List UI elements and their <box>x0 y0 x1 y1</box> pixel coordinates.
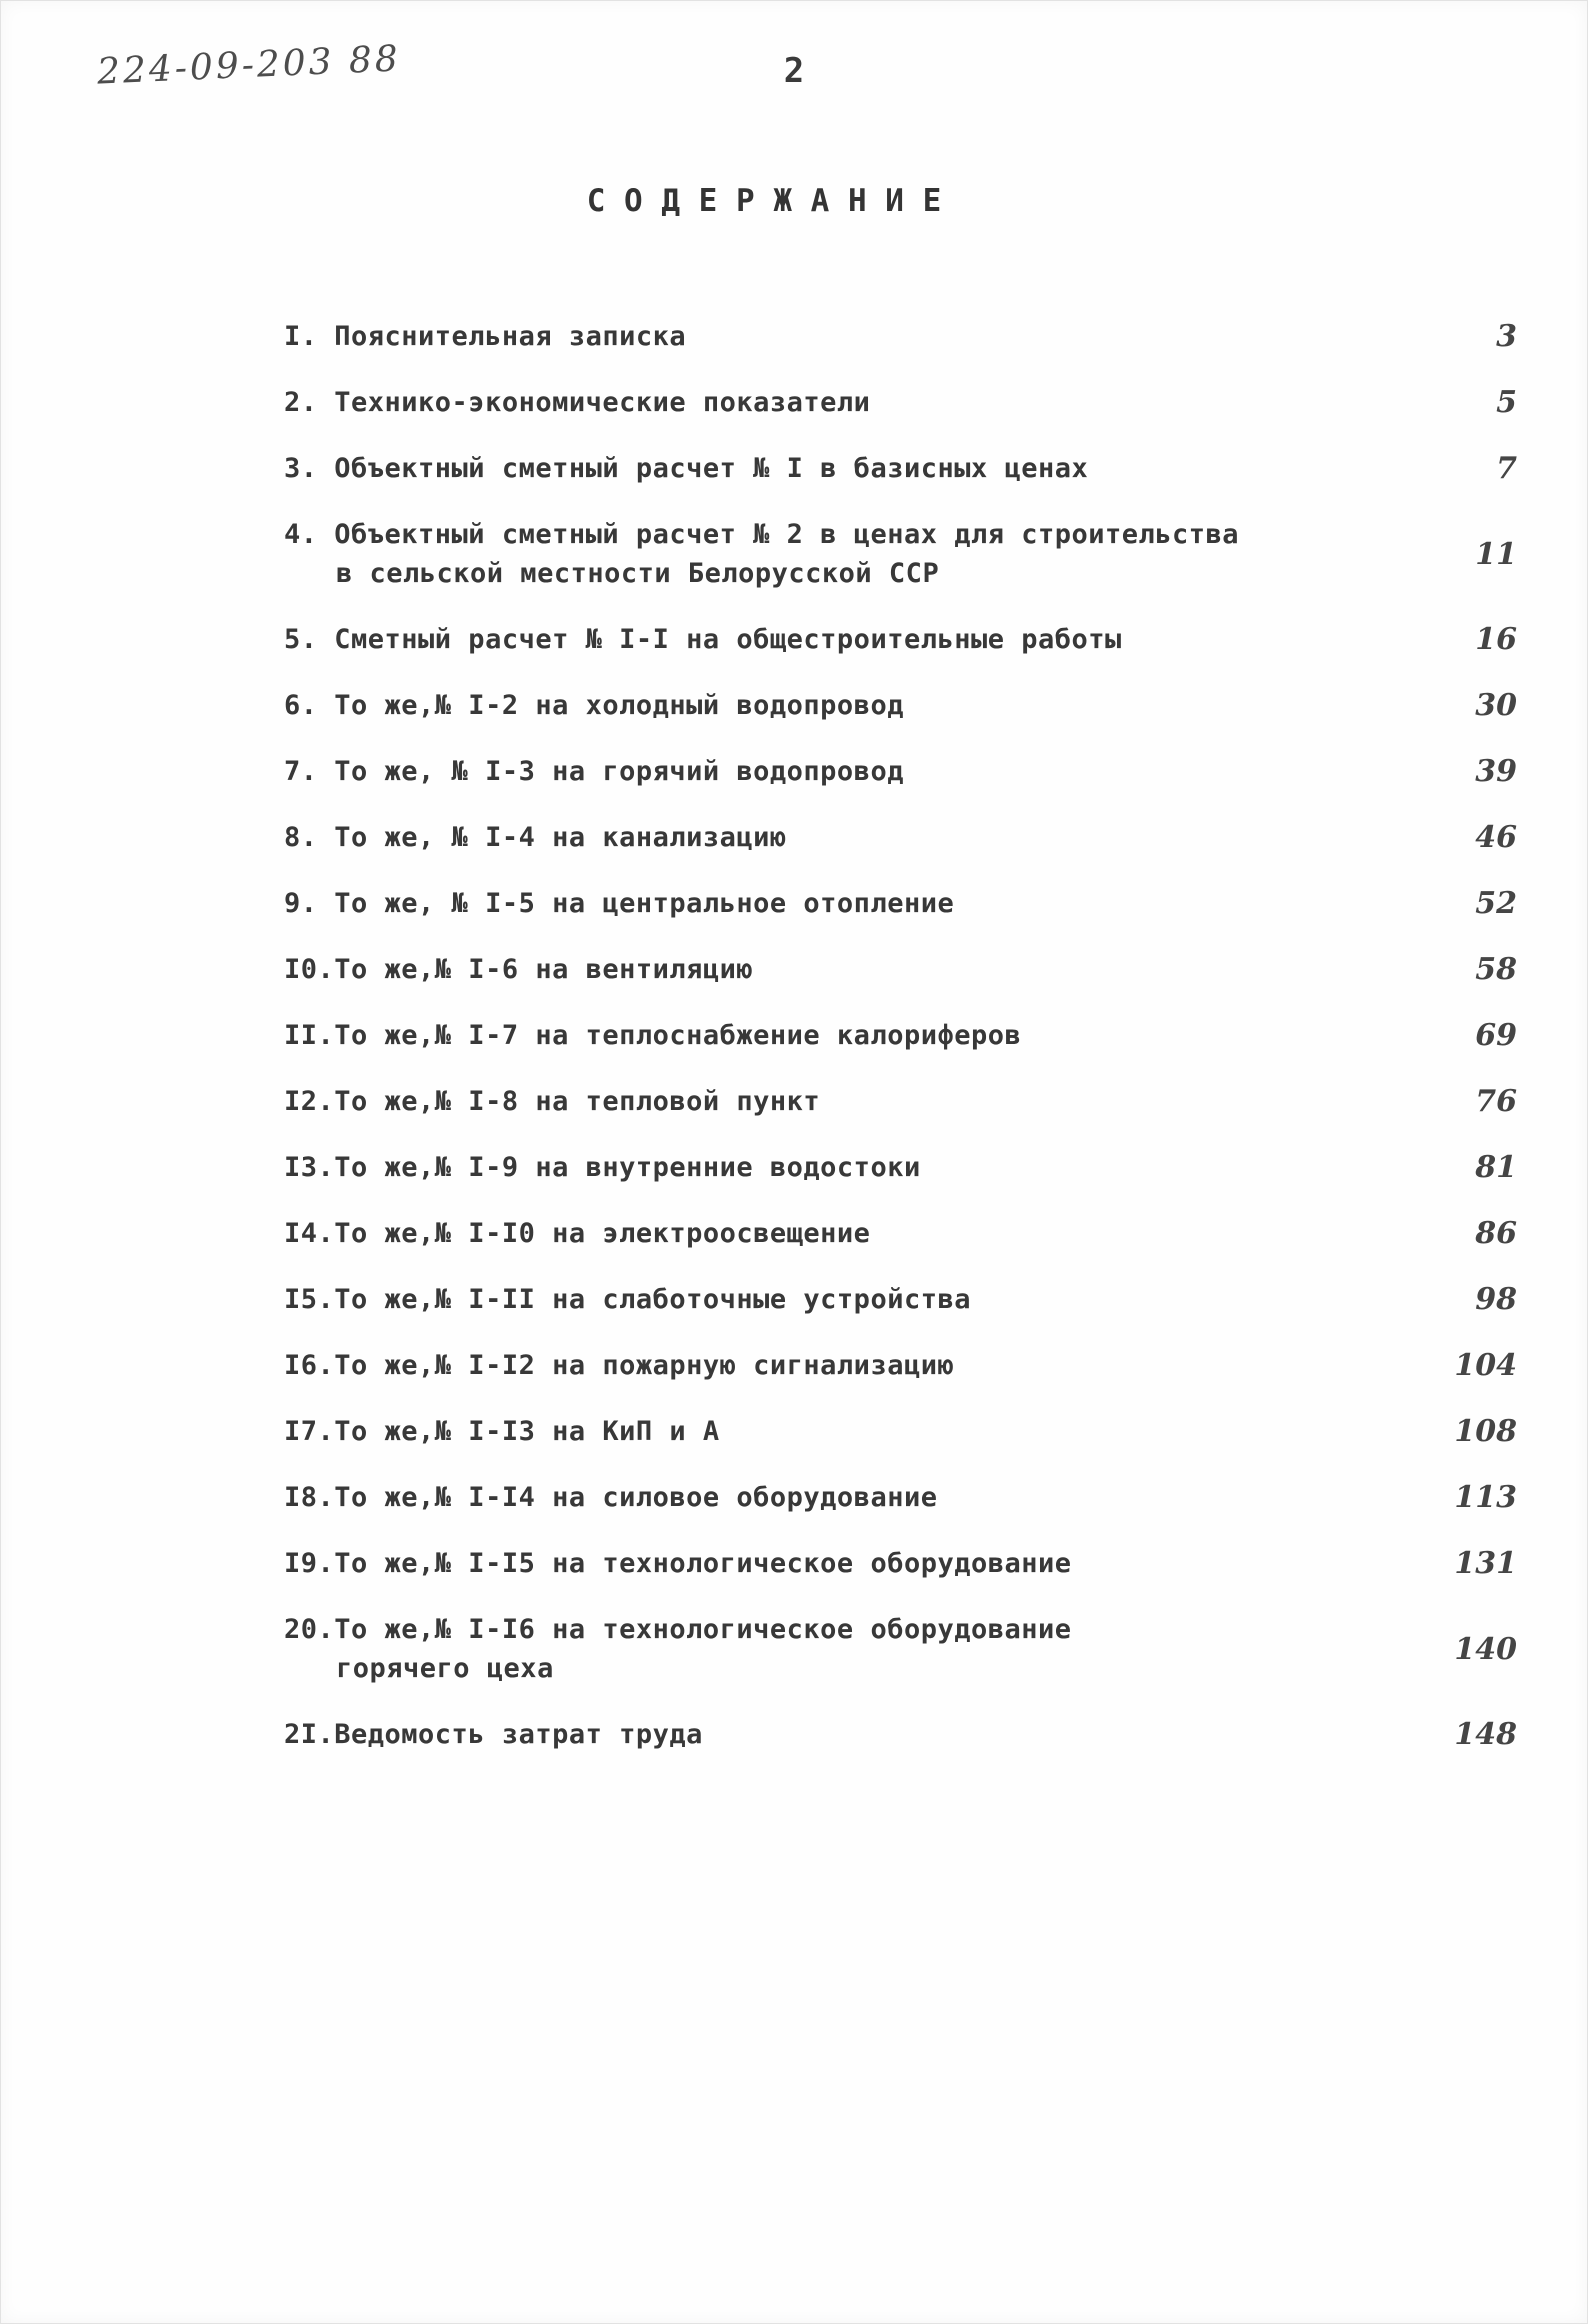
toc-item <box>284 1016 1517 1055</box>
toc-item <box>284 818 1517 857</box>
toc-item-text: 2. Технико-экономические показатели <box>284 387 871 418</box>
toc-item <box>284 950 1517 989</box>
toc-item-page: 148 <box>1454 1717 1517 1752</box>
toc-item <box>284 686 1517 725</box>
toc-item <box>284 620 1517 659</box>
toc-item-text: I6.То же,№ I-I2 на пожарную сигнализацию <box>284 1350 955 1381</box>
toc-item-text: I2.То же,№ I-8 на тепловой пункт <box>284 1086 821 1117</box>
toc-item-text: 20.То же,№ I-I6 на технологическое оборудование <box>284 1614 1072 1645</box>
toc-item-lines <box>284 515 1412 593</box>
toc-item-page: 5 <box>1496 385 1517 420</box>
toc-item-lines <box>284 1715 1412 1754</box>
toc-item-text: I. Пояснительная записка <box>284 321 687 352</box>
toc-item-page: 98 <box>1475 1282 1517 1317</box>
toc-title: С О Д Е Р Ж А Н И Е <box>586 183 942 219</box>
toc-item <box>284 1544 1517 1583</box>
toc-item-page: 58 <box>1475 952 1517 987</box>
toc-item <box>284 1610 1517 1688</box>
toc-item <box>284 1082 1517 1121</box>
toc-item-text: I9.То же,№ I-I5 на технологическое оборудование <box>284 1548 1072 1579</box>
toc-list <box>284 317 1517 1781</box>
toc-item-text: 3. Объектный сметный расчет № I в базисных ценах <box>284 453 1089 484</box>
toc-item-lines <box>284 620 1412 659</box>
toc-item-page: 86 <box>1475 1216 1517 1251</box>
toc-item <box>284 449 1517 488</box>
toc-item <box>284 752 1517 791</box>
toc-item-text: 2I.Ведомость затрат труда <box>284 1719 703 1750</box>
toc-item-text: I4.То же,№ I-I0 на электроосвещение <box>284 1218 871 1249</box>
toc-item-text: 5. Сметный расчет № I-I на общестроительные работы <box>284 624 1122 655</box>
toc-item-text: горячего цеха <box>336 1653 554 1684</box>
toc-item-page: 52 <box>1475 886 1517 921</box>
toc-item <box>284 1280 1517 1319</box>
toc-item-lines <box>284 950 1412 989</box>
toc-item-lines <box>284 1478 1412 1517</box>
page-number: 2 <box>783 51 805 91</box>
toc-item-page: 69 <box>1475 1018 1517 1053</box>
toc-item-page: 108 <box>1454 1414 1517 1449</box>
toc-item-page: 3 <box>1496 319 1517 354</box>
toc-item-lines <box>284 1346 1412 1385</box>
toc-item-page: 30 <box>1475 688 1517 723</box>
toc-item-text: 6. То же,№ I-2 на холодный водопровод <box>284 690 904 721</box>
toc-item-lines <box>284 383 1412 422</box>
toc-item-page: 104 <box>1454 1348 1517 1383</box>
toc-item-text: II.То же,№ I-7 на теплоснабжение калориферов <box>284 1020 1022 1051</box>
toc-item <box>284 383 1517 422</box>
toc-item-lines <box>284 1280 1412 1319</box>
toc-item <box>284 1148 1517 1187</box>
toc-item-text: I5.То же,№ I-II на слаботочные устройства <box>284 1284 971 1315</box>
toc-item-text: I8.То же,№ I-I4 на силовое оборудование <box>284 1482 938 1513</box>
toc-item-text: I0.То же,№ I-6 на вентиляцию <box>284 954 754 985</box>
toc-item-text: I3.То же,№ I-9 на внутренние водостоки <box>284 1152 921 1183</box>
toc-item-page: 39 <box>1475 754 1517 789</box>
toc-item <box>284 1346 1517 1385</box>
toc-item <box>284 515 1517 593</box>
toc-item-lines <box>284 1016 1412 1055</box>
toc-item-page: 113 <box>1454 1480 1517 1515</box>
toc-item <box>284 1715 1517 1754</box>
toc-item-text: 8. То же, № I-4 на канализацию <box>284 822 787 853</box>
toc-item-page: 16 <box>1475 622 1517 657</box>
toc-item <box>284 1412 1517 1451</box>
toc-item-text: 9. То же, № I-5 на центральное отопление <box>284 888 955 919</box>
toc-item-page: 76 <box>1475 1084 1517 1119</box>
toc-item-page: 46 <box>1475 820 1517 855</box>
toc-item <box>284 317 1517 356</box>
toc-item-lines <box>284 1412 1412 1451</box>
toc-item-lines <box>284 317 1412 356</box>
toc-item-text: 7. То же, № I-3 на горячий водопровод <box>284 756 904 787</box>
toc-item-text: 4. Объектный сметный расчет № 2 в ценах для строительства <box>284 519 1240 550</box>
toc-item-page: 140 <box>1454 1631 1517 1667</box>
toc-item <box>284 1478 1517 1517</box>
toc-item-page: 11 <box>1475 536 1517 572</box>
toc-item-lines <box>284 686 1412 725</box>
toc-item-lines <box>284 818 1412 857</box>
toc-item-lines <box>284 449 1412 488</box>
toc-item-text: в сельской местности Белорусской ССР <box>336 558 940 589</box>
toc-item-lines <box>284 1544 1412 1583</box>
toc-item-text: I7.То же,№ I-I3 на КиП и А <box>284 1416 720 1447</box>
toc-item-lines <box>284 1082 1412 1121</box>
toc-item-lines <box>284 1148 1412 1187</box>
document-code: 224-09-203 88 <box>96 38 402 93</box>
toc-item-lines <box>284 1214 1412 1253</box>
toc-item-page: 131 <box>1454 1546 1517 1581</box>
toc-item-lines <box>284 884 1412 923</box>
toc-item-lines <box>284 752 1412 791</box>
toc-item <box>284 1214 1517 1253</box>
toc-item <box>284 884 1517 923</box>
toc-item-lines <box>284 1610 1412 1688</box>
toc-item-page: 81 <box>1475 1150 1517 1185</box>
toc-item-page: 7 <box>1496 451 1517 486</box>
